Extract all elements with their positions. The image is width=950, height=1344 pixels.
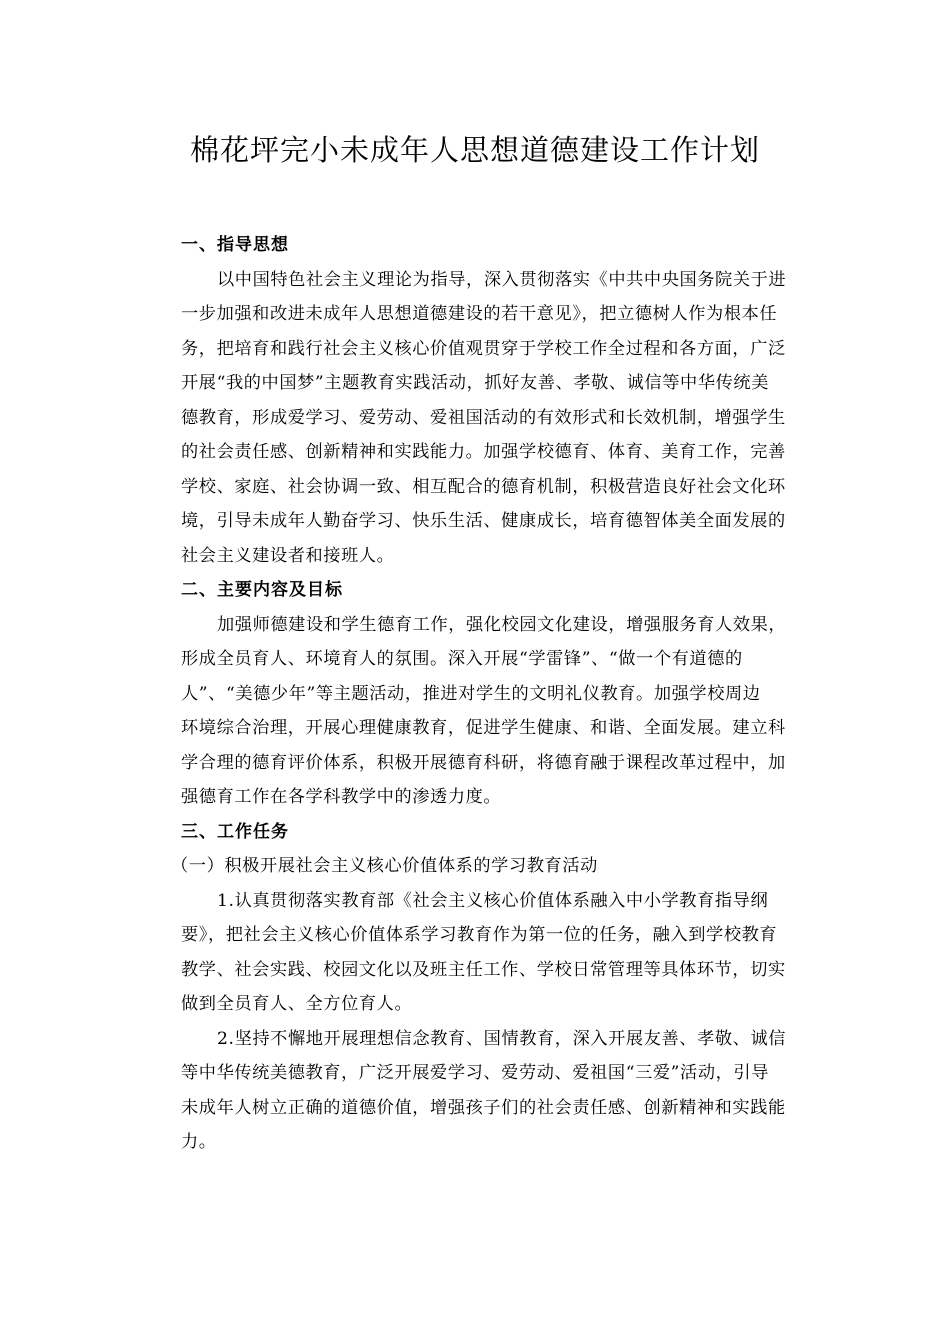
paragraph-line: 以中国特色社会主义理论为指导，深入贯彻落实《中共中央国务院关于进 (217, 269, 787, 290)
section-paragraph (145, 263, 805, 574)
section-heading: 三、工作任务 (181, 821, 289, 842)
paragraph-line: 等中华传统美德教育，广泛开展爱学习、爱劳动、爱祖国“三爱”活动，引导 (181, 1063, 769, 1083)
paragraph-line: 强德育工作在各学科教学中的渗透力度。 (181, 787, 502, 807)
paragraph-line: 形成全员育人、环境育人的氛围。深入开展“学雷锋”、“做一个有道德的 (181, 649, 743, 669)
paragraph-line: 要》，把社会主义核心价值体系学习教育作为第一位的任务，融入到学校教育 (181, 925, 778, 945)
paragraph-line: 的社会责任感、创新精神和实践能力。加强学校德育、体育、美育工作，完善 (181, 442, 786, 462)
paragraph-line: 1.认真贯彻落实教育部《社会主义核心价值体系融入中小学教育指导纲 (217, 890, 769, 911)
paragraph-line: 做到全员育人、全方位育人。 (181, 994, 413, 1014)
subsection-heading: （一）积极开展社会主义核心价值体系的学习教育活动 (171, 856, 598, 876)
paragraph-line: 加强师德建设和学生德育工作，强化校园文化建设，增强服务育人效果， (217, 614, 787, 635)
paragraph-line: 学合理的德育评价体系，积极开展德育科研，将德育融于课程改革过程中，加 (181, 752, 786, 773)
section-main-content-goals (145, 573, 805, 815)
numbered-item (145, 1022, 805, 1160)
document-body (145, 228, 805, 1160)
paragraph-line: 教学、社会实践、校园文化以及班主任工作、学校日常管理等具体环节，切实 (181, 959, 786, 980)
numbered-item (145, 884, 805, 1022)
section-paragraph (145, 608, 805, 815)
paragraph-line: 一步加强和改进未成年人思想道德建设的若干意见》，把立德树人作为根本任 (181, 304, 778, 324)
paragraph-line: 力。 (181, 1132, 217, 1152)
paragraph-line: 开展“我的中国梦”主题教育实践活动，抓好友善、孝敬、诚信等中华传统美 (181, 373, 769, 393)
document-title: 棉花坪完小未成年人思想道德建设工作计划 (189, 133, 760, 167)
paragraph-line: 人”、“美德少年”等主题活动，推进对学生的文明礼仪教育。加强学校周边 (181, 683, 761, 704)
paragraph-line: 务，把培育和践行社会主义核心价值观贯穿于学校工作全过程和各方面，广泛 (181, 338, 786, 359)
paragraph-line: 学校、家庭、社会协调一致、相互配合的德育机制，积极营造良好社会文化环 (181, 476, 786, 497)
section-guiding-ideology (145, 228, 805, 573)
section-heading: 一、指导思想 (181, 235, 289, 255)
paragraph-line: 环境综合治理，开展心理健康教育，促进学生健康、和谐、全面发展。建立科 (181, 718, 786, 738)
section-work-tasks (145, 815, 805, 1160)
paragraph-line: 未成年人树立正确的道德价值，增强孩子们的社会责任感、创新精神和实践能 (181, 1097, 786, 1118)
paragraph-line: 德教育，形成爱学习、爱劳动、爱祖国活动的有效形式和长效机制，增强学生 (181, 407, 786, 428)
paragraph-line: 境，引导未成年人勤奋学习、快乐生活、健康成长，培育德智体美全面发展的 (181, 511, 786, 531)
paragraph-line: 2.坚持不懈地开展理想信念教育、国情教育，深入开展友善、孝敬、诚信 (217, 1028, 787, 1049)
section-heading: 二、主要内容及目标 (181, 580, 343, 600)
paragraph-line: 社会主义建设者和接班人。 (181, 545, 395, 566)
